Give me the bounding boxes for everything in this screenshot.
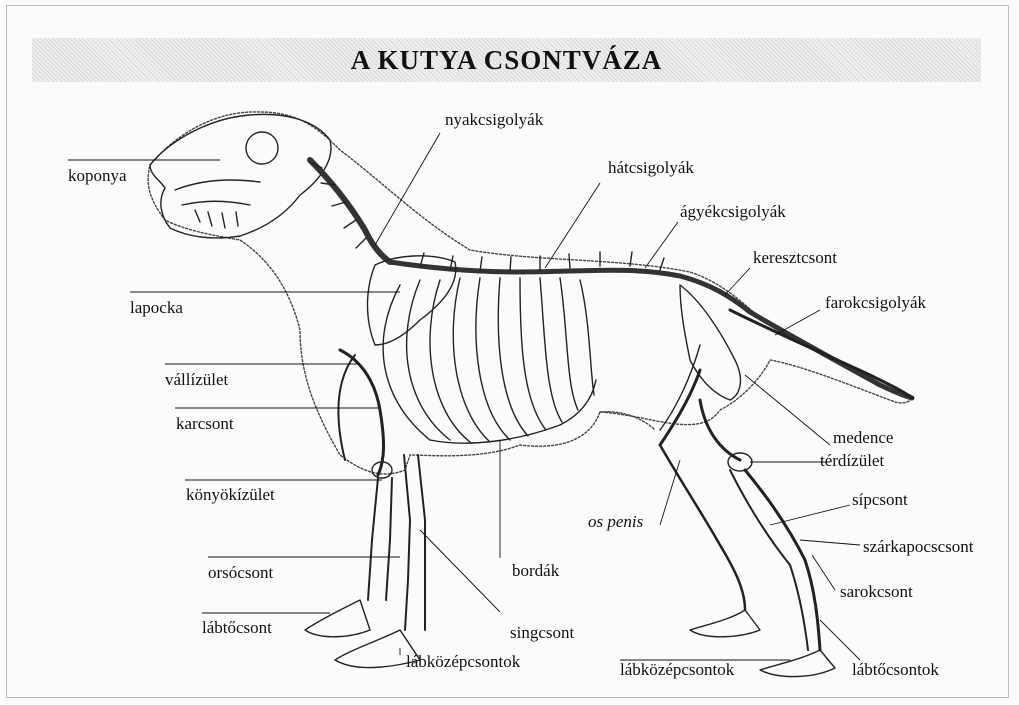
label-orsocsont: orsócsont — [208, 563, 274, 582]
leader-agyekcsigolyak — [645, 222, 678, 268]
leader-sarokcsont — [812, 555, 835, 590]
leader-farokcsigolyak — [775, 310, 820, 335]
hind-legs — [660, 370, 835, 677]
skull — [150, 114, 331, 238]
label-bordak: bordák — [512, 561, 560, 580]
label-labtocsontok: lábtőcsontok — [852, 660, 939, 679]
neck-vertebrae — [310, 160, 390, 262]
front-legs — [305, 350, 425, 668]
label-sipcsont: sípcsont — [852, 490, 908, 509]
leader-labtocsontok — [820, 620, 860, 660]
leader-os-penis — [660, 460, 680, 525]
label-szarkapocscsont: szárkapocscsont — [863, 537, 974, 556]
label-medence: medence — [833, 428, 894, 447]
spine — [390, 262, 912, 398]
label-keresztcsont: keresztcsont — [753, 248, 838, 267]
label-lapocka: lapocka — [130, 298, 183, 317]
label-farokcsigolyak: farokcsigolyák — [825, 293, 927, 312]
leader-hatcsigolyak — [545, 183, 600, 268]
page-title: A KUTYA CSONTVÁZA — [350, 45, 663, 75]
label-koponya: koponya — [68, 166, 127, 185]
leader-singcsont — [420, 530, 500, 612]
leader-sipcsont — [770, 505, 850, 525]
label-agyekcsigolyak: ágyékcsigolyák — [680, 202, 786, 221]
label-terdizulet: térdízület — [820, 451, 885, 470]
leader-keresztcsont — [725, 268, 750, 295]
label-karcsont: karcsont — [176, 414, 234, 433]
label-singcsont: singcsont — [510, 623, 575, 642]
label-nyakcsigolyak: nyakcsigolyák — [445, 110, 544, 129]
label-labkozepcsontok-front: lábközépcsontok — [406, 652, 521, 671]
ribs — [383, 278, 596, 443]
label-vallizulet: vállízület — [165, 370, 229, 389]
label-labtocsont: lábtőcsont — [202, 618, 272, 637]
label-hatcsigolyak: hátcsigolyák — [608, 158, 694, 177]
leader-nyakcsigolyak — [375, 133, 440, 245]
leader-szarkapocscsont — [800, 540, 860, 545]
label-konyokizulet: könyökízület — [186, 485, 275, 504]
label-os-penis: os penis — [588, 512, 644, 531]
label-labkozepcsontok-hind: lábközépcsontok — [620, 660, 735, 679]
body-outline — [148, 112, 911, 474]
label-sarokcsont: sarokcsont — [840, 582, 913, 601]
pelvis — [680, 285, 740, 400]
leader-medence — [745, 375, 830, 445]
